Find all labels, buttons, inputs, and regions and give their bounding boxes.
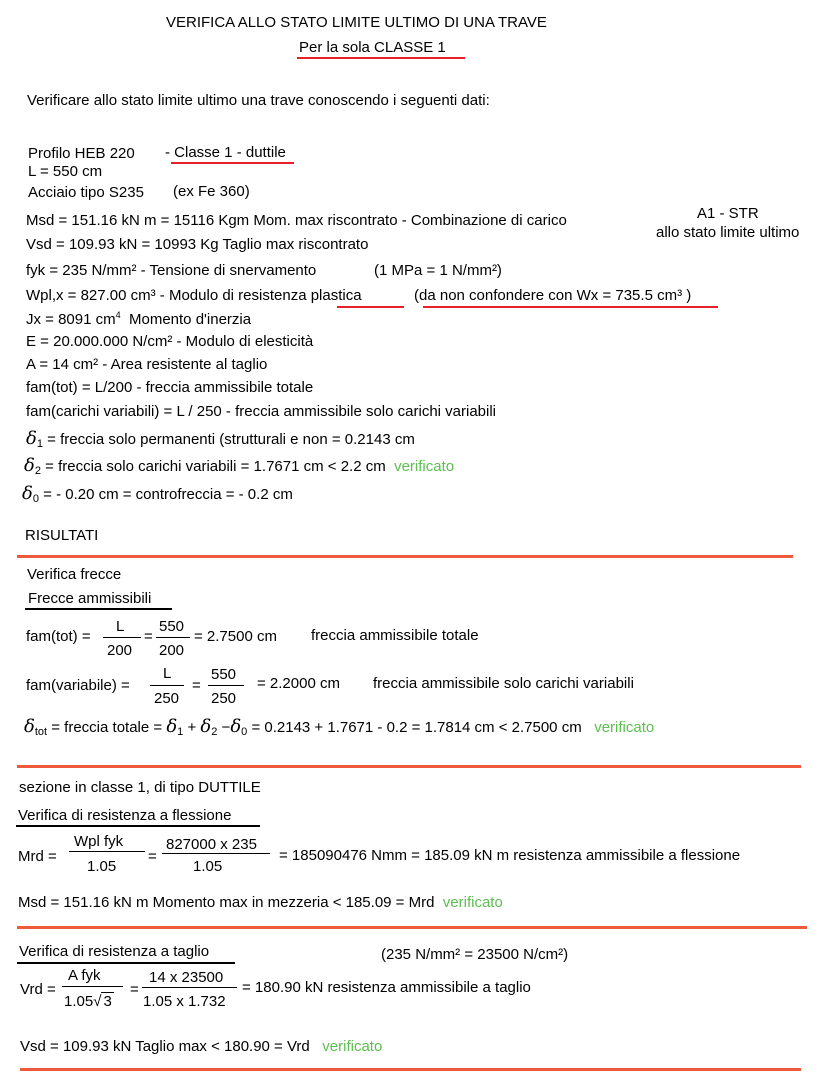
equals-sign: =	[130, 981, 139, 998]
page-subtitle: Per la sola CLASSE 1	[299, 39, 446, 56]
steel-note: (ex Fe 360)	[173, 183, 250, 200]
equals-sign: =	[192, 677, 201, 694]
fraction-bar	[162, 853, 270, 854]
delta0-line: $\delta_0$ = - 0.20 cm = controfreccia = - 0.2 cm	[22, 483, 293, 505]
delta-tot-line: $\delta_{tot}$ = freccia totale = $\delta_1 + \delta_2 -\delta_0 = 0.2143 + 1.7671 - 0.2 = 1.7814$ cm < 2.7500 cm verificato	[24, 716, 655, 738]
msd-check: Msd = 151.16 kN m Momento max in mezzeria < 185.09 = Mrd verificato	[18, 894, 503, 911]
jx-line: Jx = 8091 $cm^4$ Momento d'inerzia	[26, 310, 252, 328]
fam-var-line: fam(carichi variabili) = L / 250 - freccia ammissibile solo carichi variabili	[26, 403, 497, 420]
vrd-den2: 1.05 x 1.732	[143, 993, 226, 1010]
mrd-den1: 1.05	[87, 858, 117, 875]
vsd-check: Vsd = 109.93 kN Taglio max < 180.90 = Vrd verificato	[20, 1038, 383, 1055]
class-underline	[171, 162, 294, 164]
shear-heading-underline	[17, 962, 235, 964]
famtot-result: = 2.7500 cm	[194, 628, 277, 645]
shear-note: (235 N/mm² = 23500 N/cm²)	[381, 946, 569, 963]
flexion-heading-underline	[16, 825, 260, 827]
vrd-result: = 180.90 kN resistenza ammissibile a taglio	[242, 979, 531, 996]
flexion-heading: Verifica di resistenza a flessione	[18, 807, 232, 824]
fraction-bar	[208, 685, 244, 686]
elasticity-line: E = 20.000.000 N/cm² - Modulo di elesticità	[26, 333, 314, 350]
length-label: L = 550 cm	[28, 163, 103, 180]
fraction-bar	[150, 685, 184, 686]
wpl-underline	[337, 306, 404, 308]
fraction-bar	[69, 851, 145, 852]
delta2-line: $\delta_2$ = freccia solo carichi variabili = 1.7671 cm < 2.2 cm verificato	[24, 455, 455, 477]
equals-sign: =	[148, 848, 157, 865]
fraction-bar	[103, 637, 141, 638]
results-label: RISULTATI	[25, 527, 99, 544]
intro-text: Verificare allo stato limite ultimo una trave conoscendo i seguenti dati:	[27, 92, 490, 109]
famvar-desc: freccia ammissibile solo carichi variabili	[373, 675, 634, 692]
famtot-desc: freccia ammissibile totale	[311, 627, 479, 644]
famtot-lhs: fam(tot) =	[26, 628, 91, 645]
fam-tot-line: fam(tot) = L/200 - freccia ammissibile totale	[26, 379, 314, 396]
frecce-heading: Verifica frecce	[27, 566, 122, 583]
combo-sublabel: allo stato limite ultimo	[656, 224, 800, 241]
area-line: A = 14 cm² - Area resistente al taglio	[26, 356, 268, 373]
fraction-bar	[142, 987, 237, 988]
fraction-bar	[156, 637, 190, 638]
delta1-line: $\delta_1$ = freccia solo permanenti (strutturali e non = 0.2143 cm	[26, 428, 415, 450]
famtot-den2: 200	[159, 642, 185, 659]
vrd-lhs: Vrd =	[20, 981, 56, 998]
section-rule	[17, 926, 807, 929]
famvar-lhs: fam(variabile) =	[26, 677, 130, 694]
section-class-text: sezione in classe 1, di tipo DUTTILE	[19, 779, 261, 796]
shear-heading: Verifica di resistenza a taglio	[19, 943, 210, 960]
vrd-num1: A fyk	[68, 967, 101, 984]
fyk-note: (1 MPa = 1 N/mm²)	[374, 262, 502, 279]
mrd-result: = 185090476 Nmm = 185.09 kN m resistenza ammissibile a flessione	[279, 847, 741, 864]
profile-label: Profilo HEB 220	[28, 145, 135, 162]
famvar-num1: L	[163, 665, 172, 682]
mrd-num1: Wpl fyk	[74, 833, 124, 850]
famtot-den1: 200	[107, 642, 133, 659]
mrd-num2: 827000 x 235	[166, 836, 257, 853]
section-rule	[17, 765, 801, 768]
fyk-line: fyk = 235 N/mm² - Tensione di snervamento	[26, 262, 317, 279]
frecce-amm-underline	[25, 608, 172, 610]
class-label: - Classe 1 - duttile	[165, 144, 286, 161]
section-rule	[20, 1068, 801, 1071]
msd-line: Msd = 151.16 kN m = 15116 Kgm Mom. max riscontrato - Combinazione di carico	[26, 212, 567, 229]
equals-sign: =	[144, 628, 153, 645]
famvar-den1: 250	[154, 690, 180, 707]
wpl-line: Wpl,x = 827.00 cm³ - Modulo di resistenza plastica	[26, 287, 362, 304]
famvar-den2: 250	[211, 690, 237, 707]
vrd-num2: 14 x 23500	[149, 969, 224, 986]
subtitle-underline	[297, 57, 465, 59]
famvar-num2: 550	[211, 666, 237, 683]
famvar-result: = 2.2000 cm	[257, 675, 340, 692]
famtot-num1: L	[116, 618, 125, 635]
frecce-amm-heading: Frecce ammissibili	[28, 590, 152, 607]
steel-label: Acciaio tipo S235	[28, 184, 144, 201]
wpl-note-underline	[423, 306, 718, 308]
wpl-note: (da non confondere con Wx = 735.5 cm³ )	[414, 287, 692, 304]
vrd-den1: 1.05√ 3	[64, 993, 112, 1010]
page-title: VERIFICA ALLO STATO LIMITE ULTIMO DI UNA TRAVE	[166, 14, 547, 31]
fraction-bar	[62, 986, 123, 987]
mrd-den2: 1.05	[193, 858, 223, 875]
famtot-num2: 550	[159, 618, 185, 635]
section-rule	[17, 555, 793, 558]
mrd-lhs: Mrd =	[18, 848, 57, 865]
combo-label: A1 - STR	[697, 205, 759, 222]
vsd-line: Vsd = 109.93 kN = 10993 Kg Taglio max riscontrato	[26, 236, 369, 253]
